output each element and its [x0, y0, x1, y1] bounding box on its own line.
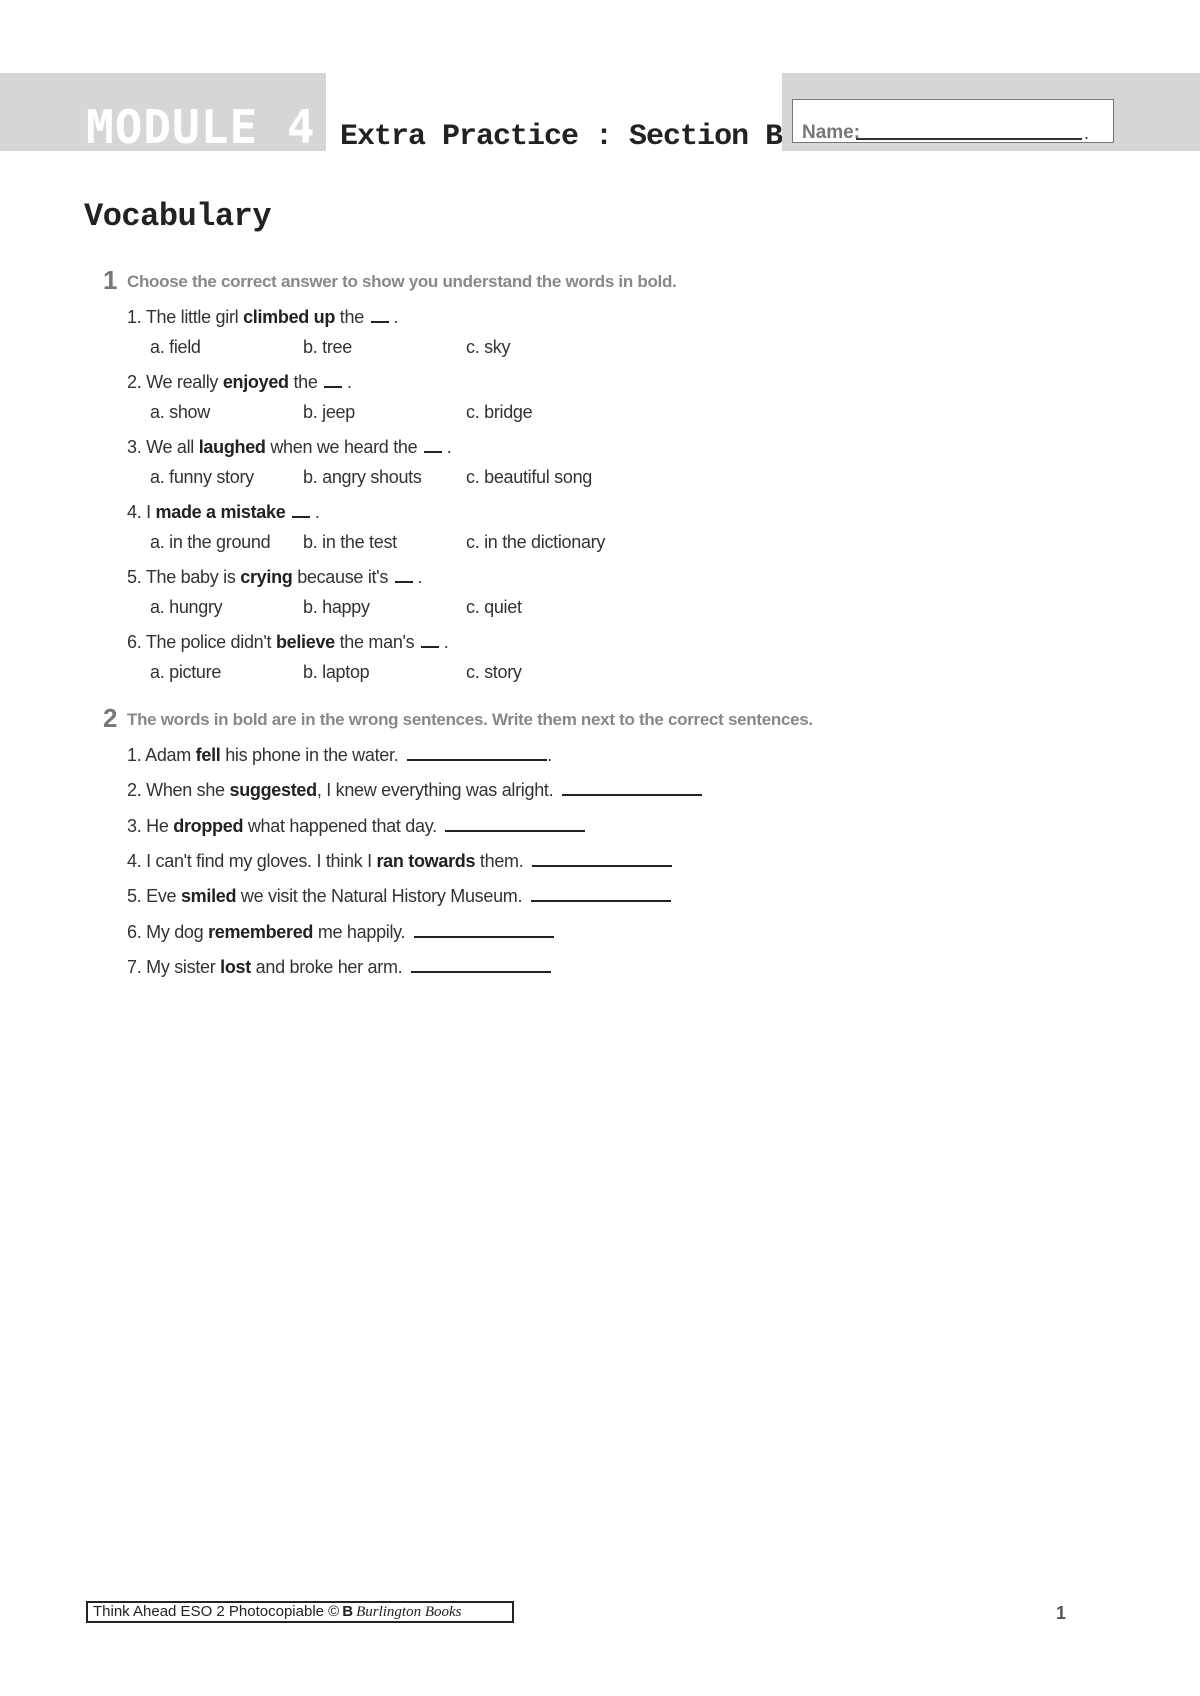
section-title: Extra Practice : Section B	[340, 120, 783, 154]
answer-gap	[421, 646, 439, 648]
sentence-text: My dog	[146, 922, 204, 942]
bold-word: crying	[240, 567, 293, 587]
answer-gap	[371, 321, 389, 323]
question-text: when we heard the	[270, 437, 418, 457]
question-line	[127, 373, 352, 391]
option-text: angry shouts	[322, 467, 422, 487]
option-text: happy	[322, 597, 370, 617]
question-line	[127, 568, 422, 586]
bold-word: smiled	[180, 886, 237, 906]
question-end: .	[346, 372, 352, 392]
option-letter: c.	[466, 597, 480, 617]
answer-option[interactable]	[303, 338, 352, 356]
option-letter: b.	[303, 337, 318, 357]
name-dot: .	[1084, 123, 1090, 143]
question-line	[127, 308, 398, 326]
option-letter: b.	[303, 532, 318, 552]
sentence-line	[127, 958, 551, 976]
answer-line[interactable]	[407, 759, 547, 761]
answer-option[interactable]	[150, 468, 254, 486]
footer-credit	[86, 1601, 514, 1623]
sentence-line	[127, 817, 585, 835]
sentence-number: 1.	[127, 745, 142, 765]
option-letter: c.	[466, 532, 480, 552]
sentence-text: Adam	[145, 745, 191, 765]
sentence-text: He	[146, 816, 169, 836]
question-line	[127, 503, 320, 521]
option-text: sky	[484, 337, 511, 357]
question-number: 6.	[127, 632, 142, 652]
option-text: field	[169, 337, 201, 357]
option-text: picture	[169, 662, 222, 682]
exercise1-instruction: Choose the correct answer to show you understand the words in bold.	[127, 272, 677, 291]
sentence-number: 3.	[127, 816, 142, 836]
footer-text: Think Ahead ESO 2 Photocopiable ©	[93, 1603, 340, 1620]
answer-line[interactable]	[532, 865, 672, 867]
sentence-text: me happily.	[317, 922, 406, 942]
option-letter: a.	[150, 402, 165, 422]
option-letter: a.	[150, 532, 165, 552]
option-text: bridge	[484, 402, 533, 422]
question-text: the man's	[339, 632, 415, 652]
sentence-end: .	[547, 745, 552, 765]
option-text: in the dictionary	[484, 532, 606, 552]
sentence-number: 2.	[127, 780, 142, 800]
bold-word: laughed	[198, 437, 266, 457]
answer-line[interactable]	[411, 971, 551, 973]
answer-option[interactable]	[466, 403, 532, 421]
option-text: funny story	[169, 467, 254, 487]
question-text: because it's	[297, 567, 389, 587]
option-letter: c.	[466, 337, 480, 357]
option-text: in the ground	[169, 532, 271, 552]
answer-option[interactable]	[150, 663, 221, 681]
answer-option[interactable]	[303, 663, 369, 681]
sentence-text: My sister	[146, 957, 216, 977]
option-letter: b.	[303, 467, 318, 487]
question-number: 5.	[127, 567, 142, 587]
option-letter: c.	[466, 467, 480, 487]
sentence-text: them.	[479, 851, 524, 871]
option-text: beautiful song	[484, 467, 592, 487]
answer-option[interactable]	[150, 533, 270, 551]
sentence-number: 7.	[127, 957, 142, 977]
answer-option[interactable]	[466, 533, 605, 551]
question-text: The police didn't	[145, 632, 272, 652]
question-number: 1.	[127, 307, 142, 327]
sentence-number: 4.	[127, 851, 142, 871]
sentence-line	[127, 887, 671, 905]
answer-line[interactable]	[531, 900, 671, 902]
answer-gap	[324, 386, 342, 388]
answer-line[interactable]	[562, 794, 702, 796]
option-letter: a.	[150, 337, 165, 357]
option-text: laptop	[322, 662, 370, 682]
exercise2-instruction: The words in bold are in the wrong sentences. Write them next to the correct sentences.	[127, 710, 813, 729]
answer-gap	[292, 516, 310, 518]
answer-option[interactable]	[303, 533, 397, 551]
bold-word: believe	[275, 632, 335, 652]
question-number: 3.	[127, 437, 142, 457]
answer-option[interactable]	[303, 598, 370, 616]
question-line	[127, 438, 451, 456]
section-heading: Vocabulary	[84, 198, 272, 235]
publisher-logo: B	[342, 1603, 354, 1620]
option-letter: b.	[303, 597, 318, 617]
sentence-text: Eve	[146, 886, 177, 906]
answer-option[interactable]	[150, 598, 222, 616]
sentence-line	[127, 923, 554, 941]
question-text: the	[339, 307, 364, 327]
bold-word: climbed up	[243, 307, 336, 327]
answer-line[interactable]	[445, 830, 585, 832]
sentence-number: 6.	[127, 922, 142, 942]
sentence-text: , I knew everything was alright.	[316, 780, 554, 800]
exercise1-number: 1	[103, 265, 118, 295]
option-letter: a.	[150, 597, 165, 617]
sentence-text: we visit the Natural History Museum.	[240, 886, 523, 906]
question-line	[127, 633, 448, 651]
bold-word: fell	[195, 745, 221, 765]
sentence-line	[127, 852, 672, 870]
question-text: We all	[146, 437, 195, 457]
answer-option[interactable]	[150, 338, 201, 356]
answer-option[interactable]	[466, 468, 592, 486]
page-number: 1	[1056, 1603, 1067, 1623]
answer-option[interactable]	[466, 338, 510, 356]
bold-word: made a mistake	[155, 502, 286, 522]
option-letter: c.	[466, 662, 480, 682]
sentence-line	[127, 781, 702, 799]
question-end: .	[417, 567, 423, 587]
question-text: The baby is	[145, 567, 236, 587]
question-end: .	[443, 632, 449, 652]
option-text: jeep	[322, 402, 355, 422]
question-text: I	[146, 502, 151, 522]
answer-gap	[424, 451, 442, 453]
publisher-name: Burlington Books	[356, 1604, 462, 1620]
bold-word: suggested	[229, 780, 317, 800]
sentence-text: and broke her arm.	[255, 957, 403, 977]
sentence-text: I can't find my gloves. I think I	[146, 851, 372, 871]
answer-option[interactable]	[466, 598, 522, 616]
question-text: the	[293, 372, 318, 392]
sentence-text: what happened that day.	[247, 816, 437, 836]
sentence-number: 5.	[127, 886, 142, 906]
answer-option[interactable]	[150, 403, 210, 421]
answer-option[interactable]	[303, 403, 355, 421]
bold-word: ran towards	[376, 851, 476, 871]
bold-word: lost	[220, 957, 251, 977]
answer-line[interactable]	[414, 936, 554, 938]
option-text: in the test	[322, 532, 397, 552]
option-text: quiet	[484, 597, 522, 617]
bold-word: remembered	[208, 922, 314, 942]
sentence-text: his phone in the water.	[225, 745, 399, 765]
option-text: story	[484, 662, 522, 682]
bold-word: dropped	[173, 816, 244, 836]
answer-option[interactable]	[303, 468, 422, 486]
sentence-text: When she	[146, 780, 225, 800]
option-text: show	[169, 402, 210, 422]
option-text: hungry	[169, 597, 223, 617]
option-letter: b.	[303, 402, 318, 422]
question-number: 2.	[127, 372, 142, 392]
name-field-line[interactable]	[856, 138, 1082, 140]
option-letter: b.	[303, 662, 318, 682]
bold-word: enjoyed	[222, 372, 289, 392]
question-number: 4.	[127, 502, 142, 522]
question-end: .	[393, 307, 399, 327]
question-end: .	[446, 437, 452, 457]
answer-gap	[395, 581, 413, 583]
module-title: MODULE 4	[86, 100, 316, 154]
answer-option[interactable]	[466, 663, 522, 681]
question-text: The little girl	[145, 307, 239, 327]
question-end: .	[314, 502, 320, 522]
exercise2-number: 2	[103, 703, 118, 733]
option-letter: a.	[150, 662, 165, 682]
name-label: Name:	[802, 122, 861, 143]
option-letter: a.	[150, 467, 165, 487]
sentence-line	[127, 746, 552, 764]
option-text: tree	[322, 337, 352, 357]
option-letter: c.	[466, 402, 480, 422]
question-text: We really	[146, 372, 219, 392]
